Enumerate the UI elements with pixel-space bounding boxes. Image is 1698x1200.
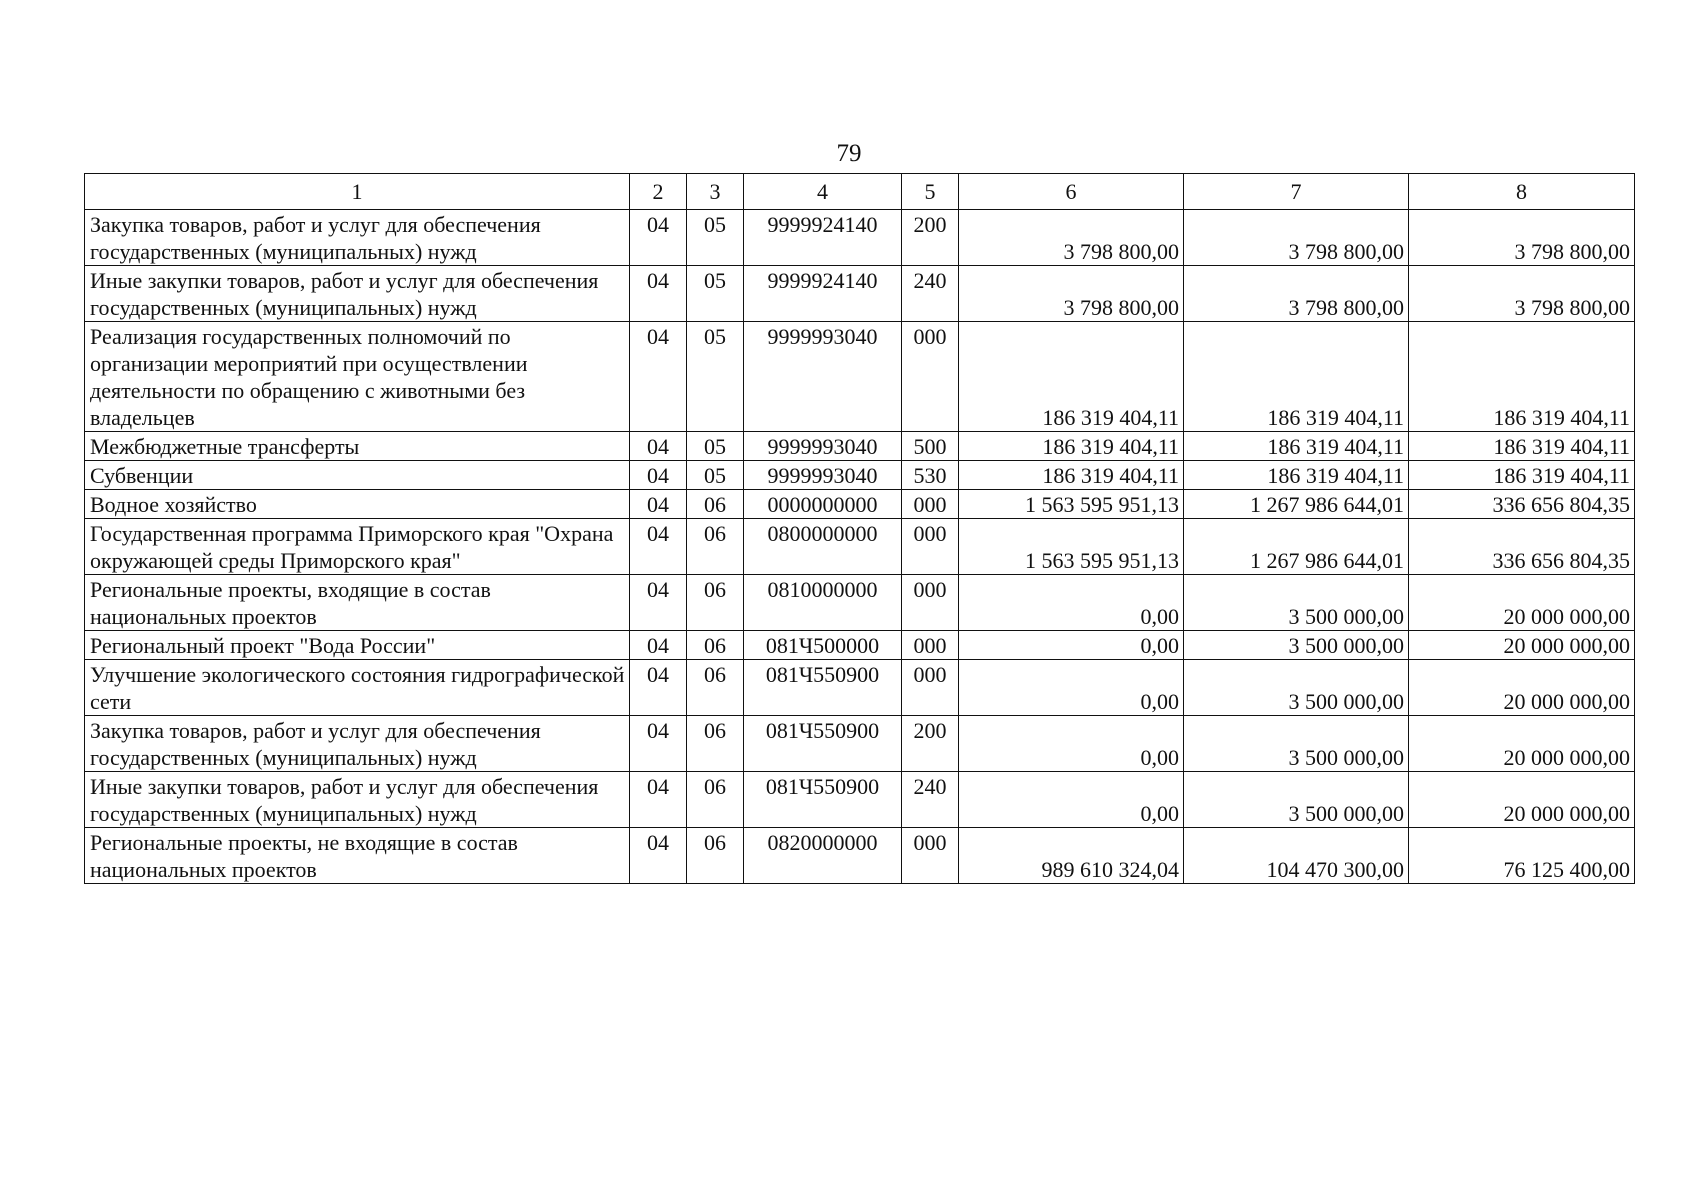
table-row [85, 575, 1635, 631]
table-row [85, 716, 1635, 772]
row-amount-7: 3 500 000,00 [1184, 631, 1409, 660]
row-amount-8: 76 125 400,00 [1409, 828, 1635, 884]
table-row [85, 772, 1635, 828]
row-amount-7: 3 500 000,00 [1184, 772, 1409, 828]
row-target-article: 0800000000 [744, 519, 902, 575]
table-row [85, 210, 1635, 266]
row-expense-type: 240 [902, 772, 959, 828]
row-target-article: 9999993040 [744, 461, 902, 490]
row-name: Субвенции [85, 461, 630, 490]
row-subsection: 05 [687, 322, 744, 432]
row-amount-7: 3 798 800,00 [1184, 210, 1409, 266]
row-amount-7: 3 500 000,00 [1184, 575, 1409, 631]
row-amount-6: 1 563 595 951,13 [959, 519, 1184, 575]
row-expense-type: 200 [902, 210, 959, 266]
row-section: 04 [630, 519, 687, 575]
header-col-2: 2 [630, 174, 687, 210]
row-amount-6: 3 798 800,00 [959, 210, 1184, 266]
row-subsection: 06 [687, 575, 744, 631]
row-section: 04 [630, 660, 687, 716]
row-section: 04 [630, 490, 687, 519]
row-amount-6: 186 319 404,11 [959, 322, 1184, 432]
row-subsection: 05 [687, 266, 744, 322]
row-expense-type: 000 [902, 631, 959, 660]
row-name: Иные закупки товаров, работ и услуг для обеспечения государственных (муниципальных) нужд [85, 772, 630, 828]
row-amount-7: 3 500 000,00 [1184, 716, 1409, 772]
table-row [85, 432, 1635, 461]
row-name: Реализация государственных полномочий по организации мероприятий при осуществлении деятельности по обращению с животными без владельцев [85, 322, 630, 432]
row-name: Закупка товаров, работ и услуг для обеспечения государственных (муниципальных) нужд [85, 210, 630, 266]
row-section: 04 [630, 266, 687, 322]
row-amount-8: 3 798 800,00 [1409, 210, 1635, 266]
row-amount-8: 186 319 404,11 [1409, 432, 1635, 461]
row-expense-type: 240 [902, 266, 959, 322]
row-subsection: 06 [687, 490, 744, 519]
row-amount-7: 1 267 986 644,01 [1184, 519, 1409, 575]
row-amount-7: 186 319 404,11 [1184, 461, 1409, 490]
row-name: Региональный проект "Вода России" [85, 631, 630, 660]
row-name: Межбюджетные трансферты [85, 432, 630, 461]
table-row [85, 490, 1635, 519]
row-section: 04 [630, 575, 687, 631]
row-expense-type: 000 [902, 490, 959, 519]
table-row [85, 660, 1635, 716]
row-target-article: 081Ч550900 [744, 660, 902, 716]
header-col-5: 5 [902, 174, 959, 210]
row-amount-8: 20 000 000,00 [1409, 660, 1635, 716]
row-subsection: 05 [687, 432, 744, 461]
row-amount-6: 186 319 404,11 [959, 461, 1184, 490]
row-subsection: 06 [687, 828, 744, 884]
row-amount-8: 3 798 800,00 [1409, 266, 1635, 322]
header-col-7: 7 [1184, 174, 1409, 210]
row-amount-7: 104 470 300,00 [1184, 828, 1409, 884]
row-expense-type: 000 [902, 519, 959, 575]
row-amount-6: 0,00 [959, 631, 1184, 660]
row-amount-8: 20 000 000,00 [1409, 631, 1635, 660]
row-amount-6: 989 610 324,04 [959, 828, 1184, 884]
page-number: 79 [836, 140, 862, 167]
row-name: Улучшение экологического состояния гидрографической сети [85, 660, 630, 716]
row-name: Иные закупки товаров, работ и услуг для обеспечения государственных (муниципальных) нужд [85, 266, 630, 322]
row-target-article: 081Ч550900 [744, 772, 902, 828]
row-amount-7: 3 798 800,00 [1184, 266, 1409, 322]
row-section: 04 [630, 716, 687, 772]
row-amount-7: 1 267 986 644,01 [1184, 490, 1409, 519]
row-subsection: 06 [687, 631, 744, 660]
row-section: 04 [630, 772, 687, 828]
row-amount-8: 186 319 404,11 [1409, 461, 1635, 490]
row-target-article: 0820000000 [744, 828, 902, 884]
row-amount-7: 186 319 404,11 [1184, 432, 1409, 461]
row-amount-8: 20 000 000,00 [1409, 575, 1635, 631]
row-subsection: 05 [687, 461, 744, 490]
row-section: 04 [630, 631, 687, 660]
table-body [85, 210, 1635, 884]
row-amount-6: 3 798 800,00 [959, 266, 1184, 322]
row-amount-8: 20 000 000,00 [1409, 716, 1635, 772]
header-col-1: 1 [85, 174, 630, 210]
row-section: 04 [630, 432, 687, 461]
table-row [85, 631, 1635, 660]
row-expense-type: 000 [902, 575, 959, 631]
table-row [85, 461, 1635, 490]
row-amount-6: 0,00 [959, 660, 1184, 716]
row-target-article: 081Ч500000 [744, 631, 902, 660]
row-amount-8: 186 319 404,11 [1409, 322, 1635, 432]
header-col-3: 3 [687, 174, 744, 210]
row-expense-type: 200 [902, 716, 959, 772]
budget-table [84, 173, 1635, 884]
table-header [85, 174, 1635, 210]
row-amount-6: 186 319 404,11 [959, 432, 1184, 461]
row-section: 04 [630, 828, 687, 884]
row-amount-6: 1 563 595 951,13 [959, 490, 1184, 519]
row-expense-type: 000 [902, 322, 959, 432]
row-amount-8: 20 000 000,00 [1409, 772, 1635, 828]
row-name: Региональные проекты, не входящие в состав национальных проектов [85, 828, 630, 884]
row-section: 04 [630, 322, 687, 432]
row-name: Государственная программа Приморского края "Охрана окружающей среды Приморского края" [85, 519, 630, 575]
row-target-article: 9999924140 [744, 210, 902, 266]
row-name: Водное хозяйство [85, 490, 630, 519]
row-amount-8: 336 656 804,35 [1409, 490, 1635, 519]
row-amount-7: 3 500 000,00 [1184, 660, 1409, 716]
header-col-4: 4 [744, 174, 902, 210]
table-row [85, 322, 1635, 432]
header-col-8: 8 [1409, 174, 1635, 210]
row-name: Закупка товаров, работ и услуг для обеспечения государственных (муниципальных) нужд [85, 716, 630, 772]
row-expense-type: 500 [902, 432, 959, 461]
table-row [85, 828, 1635, 884]
table-row [85, 519, 1635, 575]
row-target-article: 9999993040 [744, 432, 902, 461]
row-section: 04 [630, 210, 687, 266]
row-expense-type: 000 [902, 828, 959, 884]
row-amount-6: 0,00 [959, 575, 1184, 631]
row-target-article: 0000000000 [744, 490, 902, 519]
header-col-6: 6 [959, 174, 1184, 210]
table-row [85, 266, 1635, 322]
row-section: 04 [630, 461, 687, 490]
row-expense-type: 530 [902, 461, 959, 490]
row-subsection: 06 [687, 772, 744, 828]
header-row [85, 174, 1635, 210]
row-amount-7: 186 319 404,11 [1184, 322, 1409, 432]
row-subsection: 06 [687, 519, 744, 575]
row-subsection: 06 [687, 716, 744, 772]
row-subsection: 06 [687, 660, 744, 716]
row-amount-6: 0,00 [959, 772, 1184, 828]
row-name: Региональные проекты, входящие в состав национальных проектов [85, 575, 630, 631]
row-amount-6: 0,00 [959, 716, 1184, 772]
row-target-article: 081Ч550900 [744, 716, 902, 772]
row-target-article: 9999924140 [744, 266, 902, 322]
row-subsection: 05 [687, 210, 744, 266]
row-expense-type: 000 [902, 660, 959, 716]
row-target-article: 0810000000 [744, 575, 902, 631]
row-target-article: 9999993040 [744, 322, 902, 432]
row-amount-8: 336 656 804,35 [1409, 519, 1635, 575]
